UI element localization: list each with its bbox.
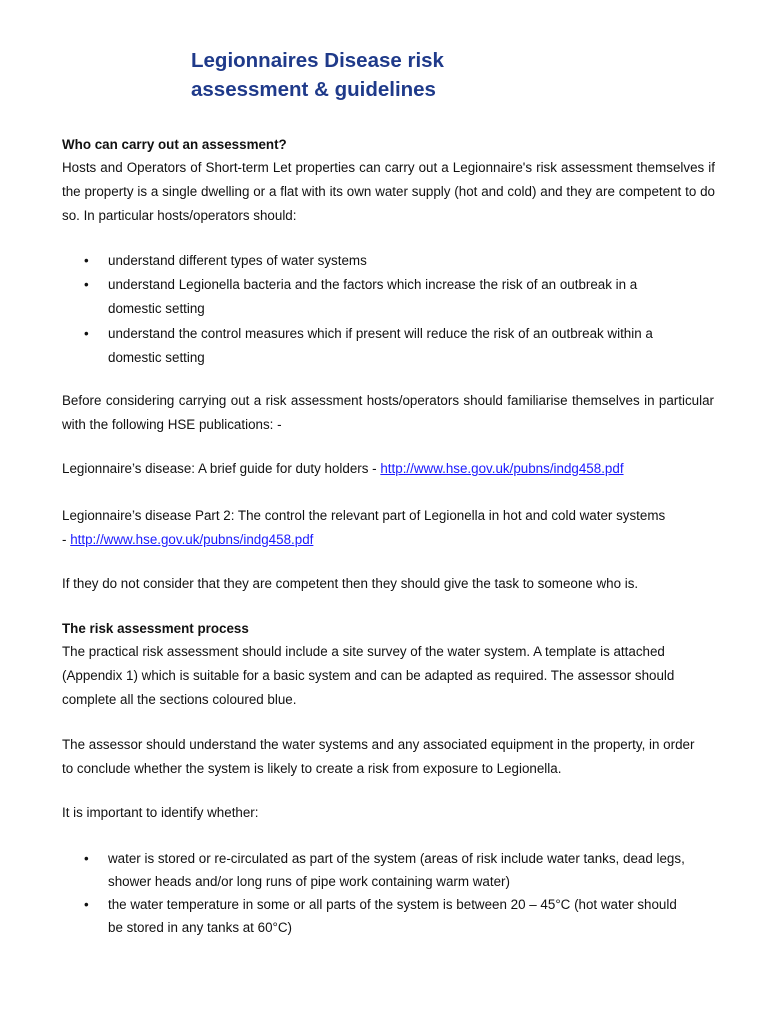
intro-paragraph: Hosts and Operators of Short-term Let properties can carry out a Legionnaire's risk assessment themselves if the property is a single dwelling or a flat with its own water supply (hot and cold) and they are competent to do so. In particular hosts/operators should: [62, 160, 715, 223]
list-item: • understand different types of water systems [62, 249, 687, 273]
bullet-icon: • [84, 851, 89, 866]
process-paragraph: The practical risk assessment should include a site survey of the water system. A template is attached (Appendix 1) which is suitable for a basic system and can be adapted as required. The assessor should complete all the sections coloured blue. [62, 644, 675, 707]
publication-1-text: Legionnaire’s disease: A brief guide for duty holders - [62, 461, 381, 476]
bullet-icon: • [84, 326, 89, 341]
publication-2-text: Legionnaire’s disease Part 2: The control the relevant part of Legionella in hot and cold water systems [62, 508, 666, 523]
list-item: • the water temperature in some or all parts of the system is between 20 – 45°C (hot water should be stored in any tanks at 60°C) [62, 893, 694, 939]
competent-paragraph: If they do not consider that they are competent then they should give the task to someone who is. [62, 576, 639, 591]
publication-1-link[interactable]: http://www.hse.gov.uk/pubns/indg458.pdf [380, 461, 624, 476]
title-line-2: assessment & guidelines [191, 78, 436, 101]
list-item: • understand Legionella bacteria and the factors which increase the risk of an outbreak in a domestic setting [62, 273, 687, 321]
bullet-icon: • [84, 277, 89, 292]
knowledge-bullet-list [62, 249, 687, 370]
risk-bullet-list [62, 847, 694, 939]
publication-2-link[interactable]: http://www.hse.gov.uk/pubns/indg458.pdf [70, 532, 314, 547]
publication-2 [62, 504, 714, 552]
assessor-paragraph: The assessor should understand the water systems and any associated equipment in the property, in order to conclude whether the system is likely to create a risk from exposure to Legionella. [62, 737, 695, 776]
title-line-1: Legionnaires Disease risk [191, 49, 444, 72]
list-item: • water is stored or re-circulated as part of the system (areas of risk include water tanks, dead legs, shower heads and/or long runs of pipe work containing warm water) [62, 847, 694, 893]
identify-paragraph: It is important to identify whether: [62, 805, 259, 820]
document-title [191, 46, 591, 104]
bullet-icon: • [84, 253, 89, 268]
publication-2-dash: - [62, 532, 71, 547]
publication-1 [62, 457, 714, 481]
section-heading-who: Who can carry out an assessment? [62, 137, 287, 152]
list-item: • understand the control measures which if present will reduce the risk of an outbreak within a domestic setting [62, 321, 687, 370]
bullet-icon: • [84, 897, 89, 912]
section-heading-process: The risk assessment process [62, 621, 249, 636]
before-paragraph: Before considering carrying out a risk assessment hosts/operators should familiarise themselves in particular with the following HSE publications: - [62, 393, 714, 432]
